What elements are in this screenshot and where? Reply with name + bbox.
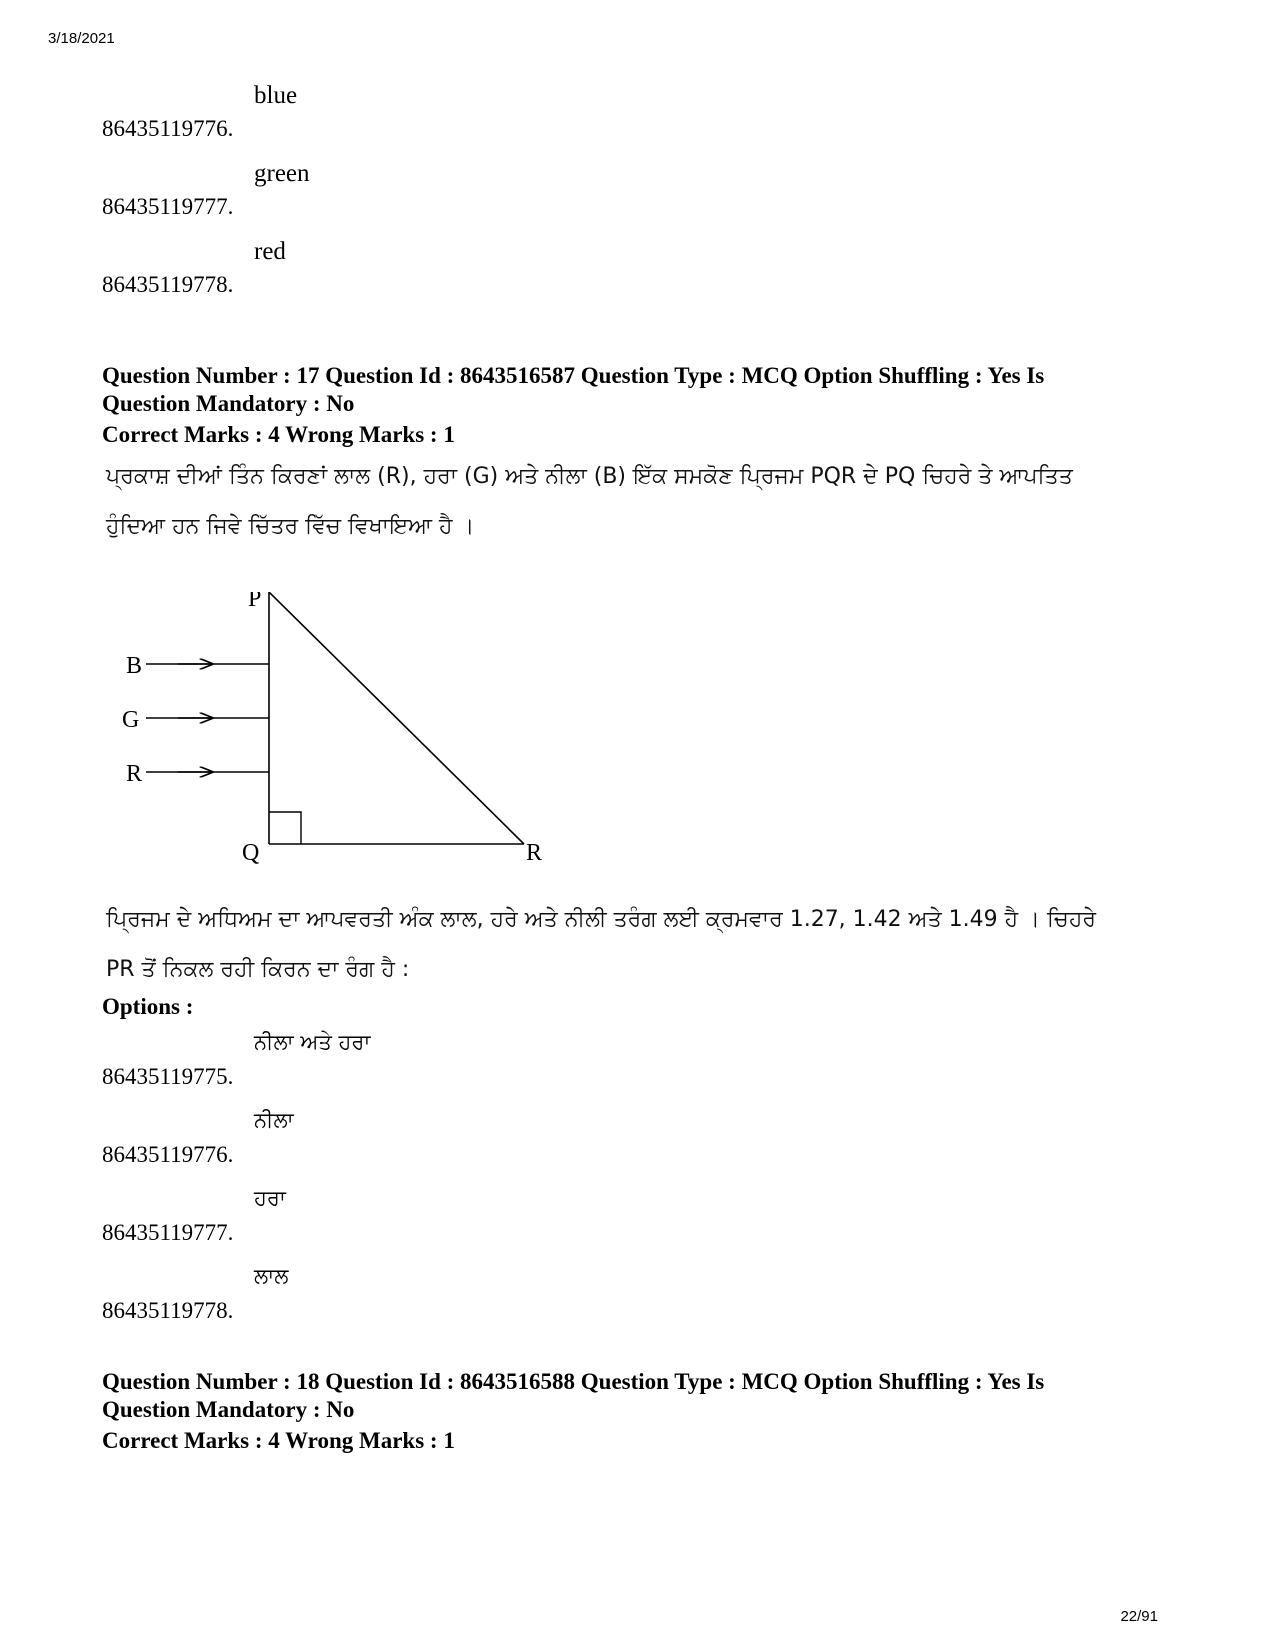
print-date: 3/18/2021 — [48, 30, 115, 47]
option-text: ਨੀਲਾ ਅਤੇ ਹਰਾ — [254, 1030, 371, 1054]
question-18-header — [102, 1368, 1182, 1424]
vertex-label-q: Q — [242, 840, 260, 866]
prism-face-pr — [269, 592, 524, 844]
question-17-text — [106, 452, 1186, 552]
ray-label-r: R — [126, 761, 143, 787]
option-row — [102, 1186, 1002, 1246]
option-id: 86435119775. — [102, 1064, 234, 1089]
ray-label-g: G — [122, 707, 140, 733]
option-text: green — [254, 160, 310, 187]
question-text-line: ਹੁੰਦਿਆ ਹਨ ਜਿਵੇ ਚਿੱਤਰ ਵਿੱਚ ਵਿਖਾਇਆ ਹੈ । — [106, 514, 475, 539]
option-id: 86435119776. — [102, 116, 234, 141]
option-row — [102, 1264, 1002, 1324]
option-id: 86435119776. — [102, 1142, 234, 1167]
option-row — [102, 238, 1002, 298]
option-row — [102, 1030, 1002, 1090]
option-text: blue — [254, 82, 298, 109]
question-text-line: ਪ੍ਰਕਾਸ਼ ਦੀਆਂ ਤਿੰਨ ਕਿਰਣਾਂ ਲਾਲ (R), ਹਰਾ (G) ਅਤੇ ਨੀਲਾ (B) ਇੱਕ ਸਮਕੋਣ ਪ੍ਰਿਜਮ PQR ਦੇ PQ ਚਿਹਰੇ ਤੇ ਆਪਤਿਤ — [106, 464, 1073, 489]
ray-label-b: B — [126, 653, 143, 679]
option-id: 86435119778. — [102, 1298, 234, 1323]
question-17-header — [102, 362, 1182, 418]
option-id: 86435119777. — [102, 1220, 234, 1245]
option-row — [102, 1108, 1002, 1168]
vertex-label-r: R — [526, 840, 543, 866]
prism-diagram — [118, 592, 588, 912]
option-text: ਲਾਲ — [254, 1264, 289, 1288]
option-text: red — [254, 238, 286, 265]
option-id: 86435119778. — [102, 272, 234, 297]
question-header-line: Question Number : 17 Question Id : 8643516587 Question Type : MCQ Option Shuffling : Yes Is — [102, 363, 1045, 388]
question-17-marks: Correct Marks : 4 Wrong Marks : 1 — [102, 422, 455, 447]
option-text: ਨੀਲਾ — [254, 1108, 294, 1132]
vertex-label-p: P — [248, 592, 262, 612]
option-id: 86435119777. — [102, 194, 234, 219]
question-header-line: Question Mandatory : No — [102, 391, 355, 416]
question-text-line: PR ਤੋਂ ਨਿਕਲ ਰਹੀ ਕਿਰਨ ਦਾ ਰੰਗ ਹੈ : — [106, 957, 410, 982]
option-text: ਹਰਾ — [254, 1186, 286, 1210]
right-angle-marker — [269, 812, 301, 844]
question-header-line: Question Number : 18 Question Id : 8643516588 Question Type : MCQ Option Shuffling : Yes Is — [102, 1369, 1045, 1394]
option-row — [102, 82, 1002, 142]
question-18-marks: Correct Marks : 4 Wrong Marks : 1 — [102, 1428, 455, 1453]
page-number: 22/91 — [1120, 1608, 1158, 1625]
question-text-line: ਪ੍ਰਿਜਮ ਦੇ ਅਧਿਅਮ ਦਾ ਆਪਵਰਤੀ ਅੰਕ ਲਾਲ, ਹਰੇ ਅਤੇ ਨੀਲੀ ਤਰੰਗ ਲਈ ਕ੍ਰਮਵਾਰ 1.27, 1.42 ਅਤੇ 1.49 ਹੈ । ਚਿਹਰੇ — [106, 907, 1097, 932]
options-label: Options : — [102, 994, 194, 1019]
option-row — [102, 160, 1002, 220]
question-header-line: Question Mandatory : No — [102, 1397, 355, 1422]
question-17-text-continued — [106, 895, 1186, 995]
